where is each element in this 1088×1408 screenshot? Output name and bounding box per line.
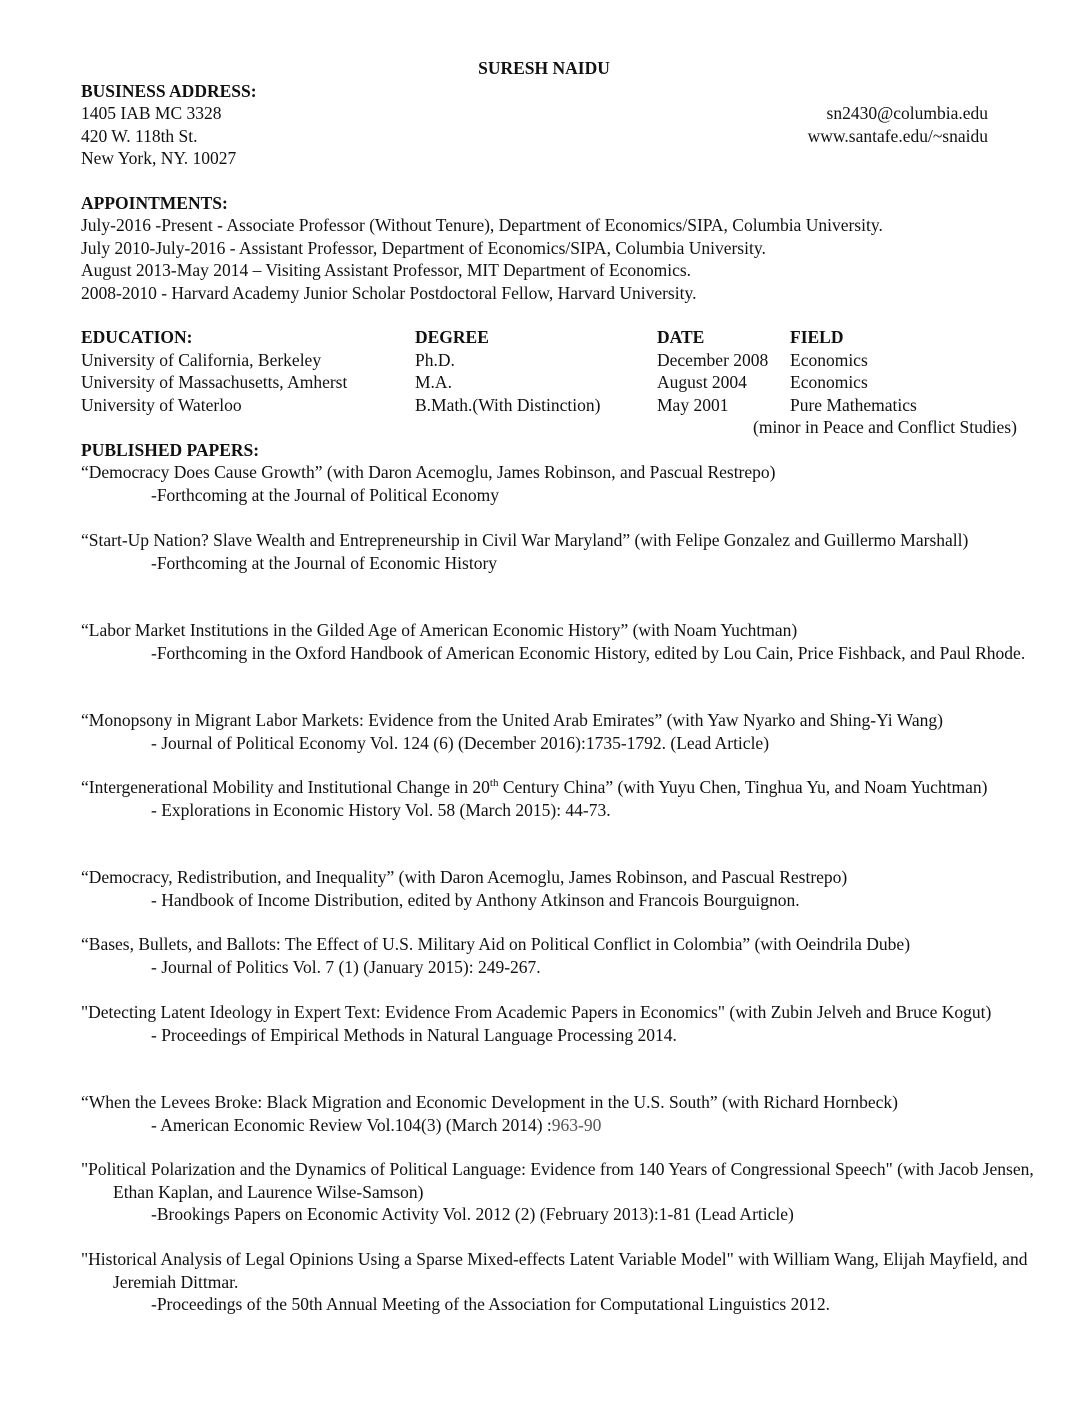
paper-entry — [81, 866, 1061, 911]
paper-title: “Democracy, Redistribution, and Inequality” (with Daron Acemoglu, James Robinson, and Pascual Restrepo) — [81, 867, 848, 887]
address-line-2: 420 W. 118th St. — [81, 126, 198, 146]
paper-venue: -Forthcoming in the Oxford Handbook of American Economic History, edited by Lou Cain, Price Fishback, and Paul Rhode. — [151, 642, 1026, 663]
paper-entry — [81, 619, 1061, 664]
paper-entry — [81, 1091, 1061, 1136]
paper-venue: - Journal of Political Economy Vol. 124 (6) (December 2016):1735-1792. (Lead Article) — [151, 732, 770, 753]
address-line-1: 1405 IAB MC 3328 — [81, 103, 222, 123]
education-heading: EDUCATION: — [81, 327, 193, 347]
paper-venue: -Forthcoming at the Journal of Economic History — [151, 552, 498, 573]
education-date: August 2004 — [657, 372, 747, 392]
education-institution: University of Massachusetts, Amherst — [81, 372, 348, 392]
appointment-item: August 2013-May 2014 – Visiting Assistant Professor, MIT Department of Economics. — [81, 260, 692, 280]
paper-entry — [81, 461, 1061, 506]
education-degree: M.A. — [415, 372, 452, 392]
email-link[interactable]: sn2430@columbia.edu — [826, 103, 988, 123]
paper-venue: -Brookings Papers on Economic Activity Vol. 2012 (2) (February 2013):1-81 (Lead Article) — [151, 1204, 794, 1224]
education-note: (minor in Peace and Conflict Studies) — [753, 417, 1017, 437]
paper-venue: - Proceedings of Empirical Methods in Natural Language Processing 2014. — [151, 1024, 677, 1045]
paper-title: "Detecting Latent Ideology in Expert Text: Evidence From Academic Papers in Economics" (with Zubin Jelveh and Bruce Kogut) — [81, 1002, 992, 1022]
paper-title: “When the Levees Broke: Black Migration and Economic Development in the U.S. South” (with Richard Hornbeck) — [81, 1092, 898, 1112]
website-link[interactable]: www.santafe.edu/~snaidu — [807, 126, 988, 146]
paper-title: “Bases, Bullets, and Ballots: The Effect of U.S. Military Aid on Political Conflict in Colombia” (with Oeindrila Dube) — [81, 934, 911, 954]
paper-title: “Monopsony in Migrant Labor Markets: Evidence from the United Arab Emirates” (with Yaw Nyarko and Shing-Yi Wang) — [81, 710, 943, 730]
paper-title: "Political Polarization and the Dynamics of Political Language: Evidence from 140 Years of Congressional Speech" (with Jacob Jensen, Ethan Kaplan, and Laurence Wilse-Samson) — [81, 1159, 1034, 1202]
education-institution: University of California, Berkeley — [81, 350, 322, 370]
education-institution: University of Waterloo — [81, 395, 242, 415]
paper-venue: - Journal of Politics Vol. 7 (1) (January 2015): 249-267. — [151, 956, 541, 977]
education-date: December 2008 — [657, 350, 769, 370]
published-papers-heading: PUBLISHED PAPERS: — [81, 440, 260, 460]
appointment-item: 2008-2010 - Harvard Academy Junior Scholar Postdoctoral Fellow, Harvard University. — [81, 283, 697, 303]
appointments-heading: APPOINTMENTS: — [81, 193, 228, 213]
date-header: DATE — [657, 327, 705, 347]
paper-title: “Start-Up Nation? Slave Wealth and Entrepreneurship in Civil War Maryland” (with Felipe Gonzalez and Guillermo Marshall) — [81, 530, 969, 550]
education-date: May 2001 — [657, 395, 729, 415]
paper-entry — [81, 1248, 1061, 1316]
paper-venue: - American Economic Review Vol.104(3) (March 2014) :963-90 — [151, 1114, 602, 1135]
education-field: Economics — [790, 350, 868, 370]
paper-entry — [81, 776, 1061, 821]
paper-venue: - Explorations in Economic History Vol. 58 (March 2015): 44-73. — [151, 799, 611, 820]
cv-name: SURESH NAIDU — [478, 58, 610, 78]
education-field: Pure Mathematics — [790, 395, 917, 415]
education-degree: Ph.D. — [415, 350, 455, 370]
paper-venue: -Proceedings of the 50th Annual Meeting of the Association for Computational Linguistics 2012. — [151, 1294, 830, 1314]
paper-title: “Intergenerational Mobility and Institutional Change in 20th Century China” (with Yuyu Chen, Tinghua Yu, and Noam Yuchtman) — [81, 777, 988, 797]
appointment-item: July-2016 -Present - Associate Professor (Without Tenure), Department of Economics/SIPA, Columbia University. — [81, 215, 883, 235]
degree-header: DEGREE — [415, 327, 489, 347]
education-field: Economics — [790, 372, 868, 392]
paper-venue: -Forthcoming at the Journal of Political Economy — [151, 484, 499, 505]
paper-venue: - Handbook of Income Distribution, edited by Anthony Atkinson and Francois Bourguignon. — [151, 889, 800, 910]
appointment-item: July 2010-July-2016 - Assistant Professor, Department of Economics/SIPA, Columbia University. — [81, 238, 766, 258]
paper-entry — [81, 1158, 1061, 1226]
education-degree: B.Math.(With Distinction) — [415, 395, 601, 415]
paper-title: “Labor Market Institutions in the Gilded Age of American Economic History” (with Noam Yuchtman) — [81, 620, 798, 640]
paper-title: "Historical Analysis of Legal Opinions Using a Sparse Mixed-effects Latent Variable Model" with William Wang, Elijah Mayfield, and Jeremiah Dittmar. — [81, 1249, 1028, 1292]
paper-entry — [81, 933, 1061, 978]
address-line-3: New York, NY. 10027 — [81, 148, 237, 168]
paper-entry — [81, 1001, 1061, 1046]
paper-title: “Democracy Does Cause Growth” (with Daron Acemoglu, James Robinson, and Pascual Restrepo) — [81, 462, 776, 482]
business-address-heading: BUSINESS ADDRESS: — [81, 81, 257, 101]
paper-entry — [81, 709, 1061, 754]
field-header: FIELD — [790, 327, 844, 347]
paper-entry — [81, 529, 1061, 574]
